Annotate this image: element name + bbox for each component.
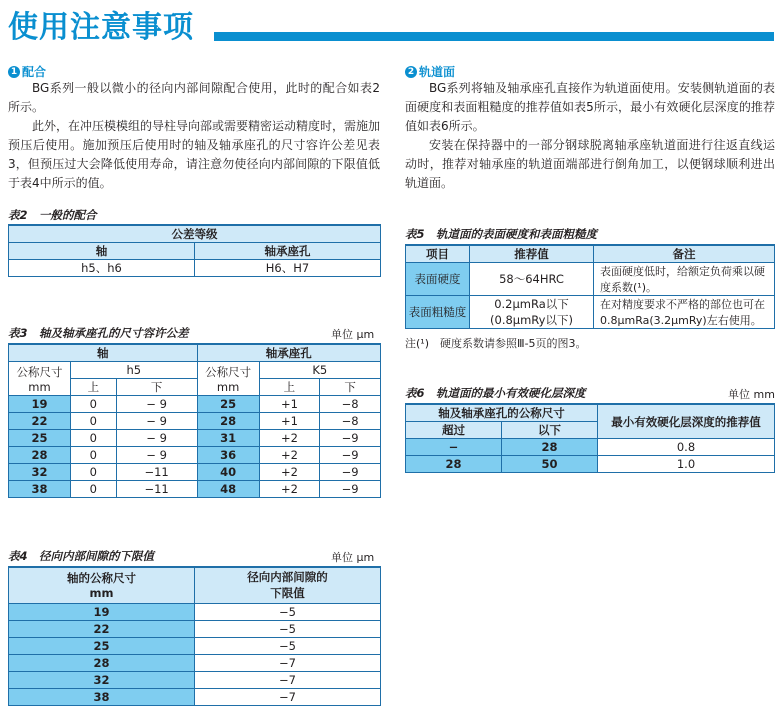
table-row [9,413,381,430]
cell: −11 [116,464,197,481]
table-2-group-header: 公差等级 [9,225,381,243]
cell: 28 [9,447,71,464]
table-3-shaft-nominal [9,362,71,396]
note-line: 度系数(¹)。 [600,281,657,294]
section-2-paragraph-2: 安装在保持器中的一部分钢球脱离轴承座轨道面进行往返直线运动时，推荐对轴承座的轨道面端部进行倒角加工，以便钢球顺利进出轨道面。 [405,138,775,190]
note-line: 在对精度要求不严格的部位也可在 [600,298,765,311]
cell: 表面硬度 [406,263,470,296]
table-3-housing-grade: K5 [259,362,380,379]
table-row [406,439,775,456]
section-1-heading [8,63,46,80]
cell: +1 [259,413,320,430]
table-2 [8,224,381,277]
cell: 32 [9,464,71,481]
table-row [9,481,381,498]
table-4-caption: 表4 径向内部间隙的下限值 [8,549,155,563]
table-6-caption: 表6 轨道面的最小有效硬化层深度 [405,386,586,400]
cell: 0 [71,413,117,430]
cell: 31 [197,430,259,447]
table-4-size-header [9,567,195,603]
cell: 19 [9,396,71,413]
title-rule [214,32,774,41]
cell: −9 [320,464,381,481]
cell: −5 [195,637,381,654]
table-3-housing-header: 轴承座孔 [197,344,380,362]
table-6-size-header: 轴及轴承座孔的公称尺寸 [406,404,598,422]
table-6 [405,403,775,473]
table-row [406,456,775,473]
note-line: 表面硬度低时，给额定负荷乘以硬 [600,265,765,278]
table-5-note-header: 备注 [594,245,775,263]
cell: 22 [9,620,195,637]
section-2-heading [405,63,455,80]
cell: −9 [320,447,381,464]
table-row [406,263,775,296]
cell: 48 [197,481,259,498]
table-2-housing-value: H6、H7 [195,260,381,277]
cell: − 9 [116,447,197,464]
table-2-shaft-value: h5、h6 [9,260,195,277]
cell: 28 [197,413,259,430]
section-1-paragraph-2: 此外，在冲压模模组的导柱导向部或需要精密运动精度时，需施加预压后使用。施加预压后使用时的轴及轴承座孔的尺寸容许公差见表3，但预压过大会降低使用寿命，请注意勿使径向内部间隙的下限值低于表4中所示的值。 [8,119,381,190]
section-1-title: 配合 [22,65,47,79]
table-3-housing-nominal [197,362,259,396]
table-6-under-header: 以下 [502,422,598,439]
page-title: 使用注意事项 [8,10,194,45]
cell: 22 [9,413,71,430]
mm-label: mm [216,379,240,394]
cell: 28 [502,439,598,456]
table-5-footnote: 注(¹) 硬度系数请参照Ⅲ-5页的图3。 [405,337,587,350]
cell: +2 [259,430,320,447]
cell: 38 [9,481,71,498]
table-row [9,396,381,413]
size-label: 轴的公称尺寸 [67,571,136,586]
cell: 0.8 [598,439,775,456]
section-1-paragraph-1: BG系列一般以微小的径向内部间隙配合使用，此时的配合如表2所示。 [8,81,380,114]
table-row [9,654,381,671]
table-row [9,688,381,705]
table-3-shaft-grade: h5 [71,362,198,379]
table-5-value-header: 推荐值 [470,245,594,263]
cell: +1 [259,396,320,413]
cell: 28 [9,654,195,671]
table-row [9,620,381,637]
housing-lower-header: 下 [320,379,381,396]
table-row [9,671,381,688]
section-2-paragraph-1: BG系列将轴及轴承座孔直接作为轨道面使用。安装侧轨道面的表面硬度和表面粗糙度的推荐值如表5所示，最小有效硬化层深度的推荐值如表6所示。 [405,81,775,133]
cell: − 9 [116,413,197,430]
cell: −5 [195,603,381,620]
cell: − [406,439,502,456]
cell: −8 [320,413,381,430]
table-row [9,637,381,654]
housing-upper-header: 上 [259,379,320,396]
cell: 25 [9,637,195,654]
cell: 0 [71,464,117,481]
mm-label: mm [89,586,114,601]
cell: 0 [71,447,117,464]
cell: −7 [195,654,381,671]
mm-label: mm [28,379,51,394]
table-6-unit: 单位 mm [728,388,775,401]
table-6-depth-header: 最小有效硬化层深度的推荐值 [598,404,775,439]
table-4 [8,566,381,706]
cell: +2 [259,481,320,498]
cell: 表面粗糙度 [406,296,470,329]
table-row [9,603,381,620]
cell: +2 [259,464,320,481]
cell: 0 [71,481,117,498]
cell: −9 [320,481,381,498]
cell [470,296,594,329]
cell: +2 [259,447,320,464]
value-line: 0.2μmRa以下 [494,297,569,311]
table-row [9,430,381,447]
cell: 32 [9,671,195,688]
cell: 50 [502,456,598,473]
clearance-label: 径向内部间隙的 [247,570,328,585]
cell: 36 [197,447,259,464]
table-3-shaft-header: 轴 [9,344,198,362]
cell: − 9 [116,430,197,447]
cell: 40 [197,464,259,481]
nominal-label: 公称尺寸 [16,364,63,379]
table-3 [8,343,381,498]
cell: −11 [116,481,197,498]
value-line: (0.8μmRy以下) [490,313,573,327]
table-4-clearance-header [195,567,381,603]
cell: −5 [195,620,381,637]
lower-limit-label: 下限值 [270,586,305,601]
cell: 38 [9,688,195,705]
table-row [9,447,381,464]
cell: 25 [9,430,71,447]
cell: −8 [320,396,381,413]
table-6-over-header: 超过 [406,422,502,439]
cell: 58～64HRC [470,263,594,296]
table-5 [405,244,775,329]
table-3-caption: 表3 轴及轴承座孔的尺寸容许公差 [8,326,189,340]
table-row [406,296,775,329]
cell: 0 [71,396,117,413]
table-5-caption: 表5 轨道面的表面硬度和表面粗糙度 [405,227,597,241]
cell: −9 [320,430,381,447]
table-5-item-header: 项目 [406,245,470,263]
shaft-lower-header: 下 [116,379,197,396]
table-2-shaft-header: 轴 [9,243,195,260]
shaft-upper-header: 上 [71,379,117,396]
table-row [9,464,381,481]
nominal-label: 公称尺寸 [205,364,252,379]
cell: 25 [197,396,259,413]
cell [594,263,775,296]
cell: 28 [406,456,502,473]
table-2-housing-header: 轴承座孔 [195,243,381,260]
section-2-number: 2 [405,66,417,78]
section-2-title: 轨道面 [419,65,456,79]
cell: 19 [9,603,195,620]
cell: −7 [195,688,381,705]
cell: − 9 [116,396,197,413]
cell: 0 [71,430,117,447]
cell [594,296,775,329]
cell: 1.0 [598,456,775,473]
table-4-unit: 单位 μm [331,551,375,564]
section-1-number: 1 [8,66,20,78]
note-line: 0.8μmRa(3.2μmRy)左右使用。 [600,314,762,327]
table-2-caption: 表2 一般的配合 [8,208,97,222]
table-3-unit: 单位 μm [331,328,375,341]
cell: −7 [195,671,381,688]
